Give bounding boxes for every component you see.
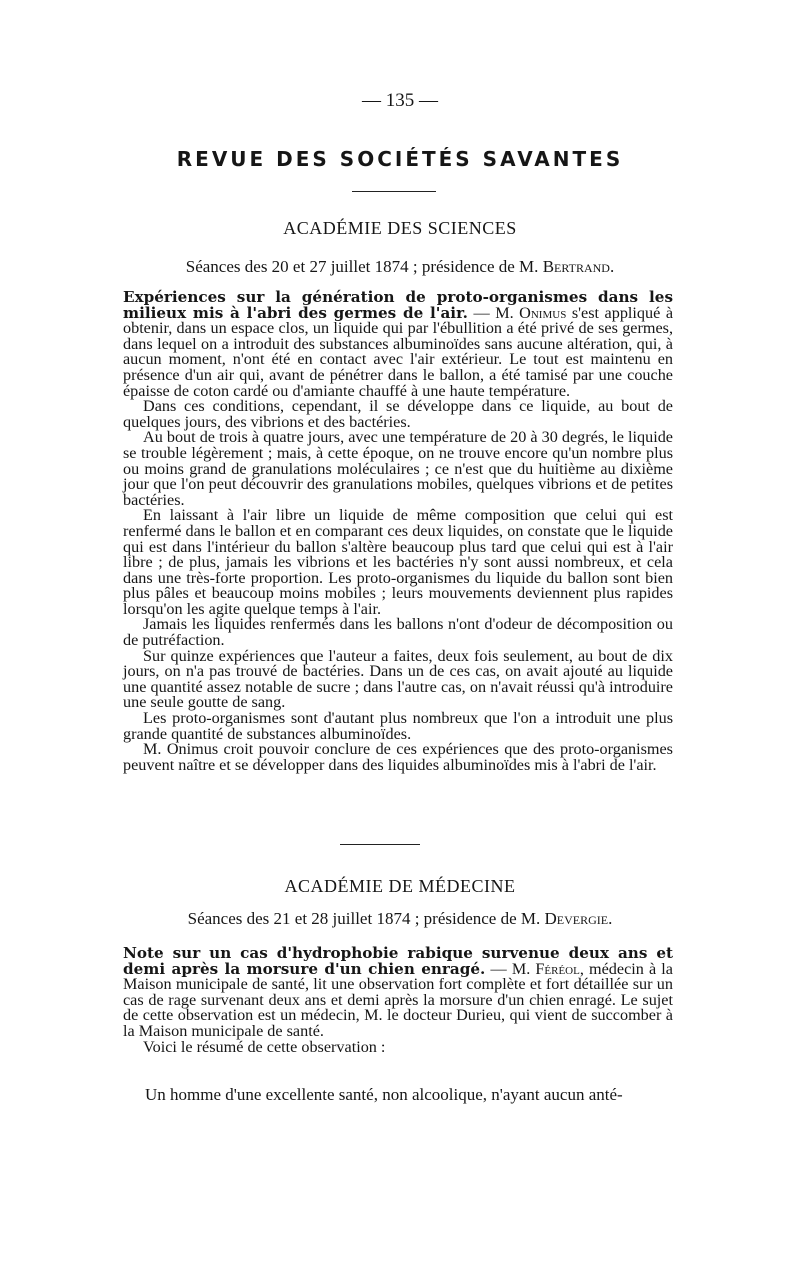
president-name: Devergie [544,909,609,928]
title-dash: — M. [485,959,536,978]
article-paragraph: Jamais les liquides renfermés dans les ballons n'ont d'odeur de décomposition ou de putréfaction. [123,615,673,650]
sessions-text: Séances des 20 et 27 juillet 1874 ; présidence de M. [185,257,543,276]
article-medecine [123,946,673,1055]
section-heading-sciences: ACADÉMIE DES SCIENCES [283,218,517,238]
page-number: — 135 — [362,90,438,111]
article-sciences [123,290,673,773]
author-name: Féréol [535,959,580,978]
section-divider [340,844,420,845]
article-title: Note sur un cas d'hydrophobie rabique survenue deux ans et demi après la morsure d'un chien enragé. [123,944,673,978]
article-paragraph: M. Onimus croit pouvoir conclure de ces expériences que des proto-organismes peuvent naître et se développer dans des liquides albuminoïdes mis à l'abri de l'air. [123,740,673,774]
article-paragraph: Voici le résumé de cette observation : [143,1037,386,1056]
article-title: Expériences sur la génération de proto-organismes dans les milieux mis à l'abri des germes de l'air. [123,288,673,322]
article-paragraph: Les proto-organismes sont d'autant plus nombreux que l'on a introduit une plus grande quantité de substances albuminoïdes. [123,709,673,743]
article-last-line: Un homme d'une excellente santé, non alcoolique, n'ayant aucun anté- [145,1085,623,1104]
president-name: Bertrand [542,257,610,276]
sessions-line-medecine [0,909,800,929]
journal-title: REVUE DES SOCIÉTÉS SAVANTES [176,147,624,171]
sessions-line-sciences [0,257,800,277]
author-name: Onimus [519,303,567,322]
title-dash: — M. [467,303,520,322]
article-paragraph [123,290,673,399]
sessions-text: Séances des 21 et 28 juillet 1874 ; présidence de M. [187,909,545,928]
article-paragraph [123,946,673,1040]
paragraph-text: s'est appliqué à obtenir, dans un espace clos, un liquide qui par l'ébullition a été privé de ses germes, dans lequel on a introduit des substances albuminoïdes sans aucune altération, qui, à aucun moment, n'ont été en contact avec l'air extérieur. Le tout est maintenu en présence d'un air qui, avant de pénétrer dans le ballon, a été tamisé par une couche épaisse de coton cardé ou d'amiante chauffé à une haute température. [123,303,673,400]
sessions-end: . [608,909,613,928]
article-paragraph: Sur quinze expériences que l'auteur a faites, deux fois seulement, au bout de dix jours, on n'a pas trouvé de bactéries. Dans un de ces cas, on avait ajouté au liquide une quantité assez notable de sucre ; dans l'autre cas, on n'avait réussi qu'à introduire une seule goutte de sang. [123,646,673,712]
article-paragraph: Au bout de trois à quatre jours, avec une température de 20 à 30 degrés, le liquide se trouble légèrement ; mais, à cette époque, on ne trouve encore qu'un nombre plus ou moins grand de granulations moléculaires ; ce n'est que du huitième au dixième jour que l'on peut découvrir des granulations mobiles, quelques vibrions et de petites bactéries. [123,428,673,509]
sessions-end: . [609,257,615,276]
article-paragraph: En laissant à l'air libre un liquide de même composition que celui qui est renfermé dans le ballon et en comparant ces deux liquides, on constate que le liquide qui est dans l'intérieur du ballon s'altère beaucoup plus tard que celui qui est à l'air libre ; de plus, jamais les vibrions et les bactéries n'y sont aussi nombreux, et cela dans une très-forte proportion. Les proto-organismes du liquide du ballon sont bien plus pâles et beaucoup moins mobiles ; leurs mouvements deviennent plus rapides lorsqu'on les agite quelque temps à l'air. [123,506,673,618]
section-heading-medecine: ACADÉMIE DE MÉDECINE [284,876,516,896]
title-divider [352,191,436,192]
paragraph-text: , médecin à la Maison municipale de santé, lit une observation fort complète et fort détaillée sur un cas de rage survenant deux ans et demi après la morsure d'un chien enragé. Le sujet de cette observation est un médecin, M. le docteur Durieu, qui vient de succomber à la Maison municipale de santé. [123,959,673,1040]
article-paragraph: Dans ces conditions, cependant, il se développe dans ce liquide, au bout de quelques jours, des vibrions et des bactéries. [123,397,673,431]
